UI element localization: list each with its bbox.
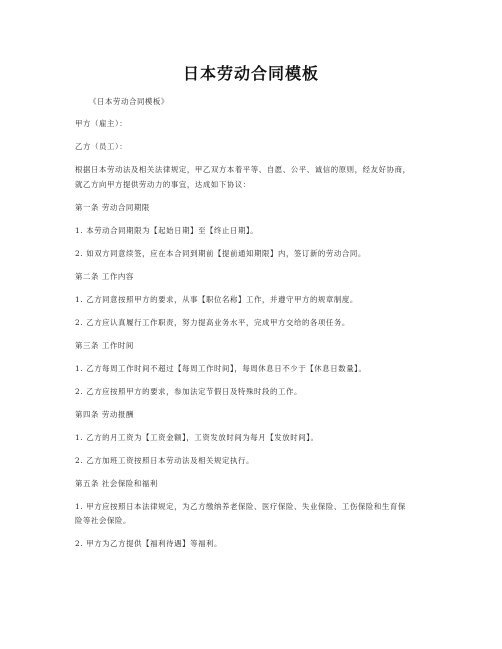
document-title: 日本劳动合同模板: [182, 64, 319, 83]
article-5-heading: 第五条 社会保险和福利: [75, 479, 158, 488]
article-4-clause-1: 1. 乙方的月工资为【工资金额】，工资发放时间为每月【发放时间】。: [75, 433, 319, 442]
party-a-line: 甲方（雇主）：: [75, 119, 128, 128]
article-2-clause-1: 1. 乙方同意按照甲方的要求，从事【职位名称】工作，并遵守甲方的规章制度。: [75, 295, 358, 304]
article-1-clause-2: 2. 如双方同意续签，应在本合同到期前【提前通知期限】内，签订新的劳动合同。: [75, 249, 366, 258]
article-2-heading: 第二条 工作内容: [75, 272, 134, 281]
article-5-clause-1-line-2: 险等社会保险。: [75, 516, 131, 525]
article-3-heading: 第三条 工作时间: [75, 341, 134, 350]
article-1-clause-1: 1. 本劳动合同期限为【起始日期】至【终止日期】。: [75, 226, 259, 235]
preamble-line-2: 就乙方向甲方提供劳动力的事宜，达成如下协议：: [75, 180, 251, 189]
article-3-clause-1: 1. 乙方每周工作时间不超过【每周工作时间】，每周休息日不少于【休息日数量】。: [75, 364, 367, 373]
article-5-clause-1-line-1: 1. 甲方应按照日本法律规定，为乙方缴纳养老保险、医疗保险、失业保险、工伤保险和生育保: [75, 502, 406, 511]
article-2-clause-2: 2. 乙方应认真履行工作职责，努力提高业务水平，完成甲方交给的各项任务。: [75, 318, 350, 327]
article-1-heading: 第一条 劳动合同期限: [75, 203, 150, 212]
preamble-line-1: 根据日本劳动法及相关法律规定，甲乙双方本着平等、自愿、公平、诚信的原则，经友好协商，: [75, 165, 411, 174]
article-4-clause-2: 2. 乙方加班工资按照日本劳动法及相关规定执行。: [75, 456, 255, 465]
article-3-clause-2: 2. 乙方应按照甲方的要求，参加法定节假日及特殊时段的工作。: [75, 387, 302, 396]
article-4-heading: 第四条 劳动报酬: [75, 410, 134, 419]
article-5-clause-2: 2. 甲方为乙方提供【福利待遇】等福利。: [75, 539, 223, 548]
party-b-line: 乙方（员工）：: [75, 142, 128, 151]
document-subtitle: 《日本劳动合同模板》: [89, 97, 169, 106]
